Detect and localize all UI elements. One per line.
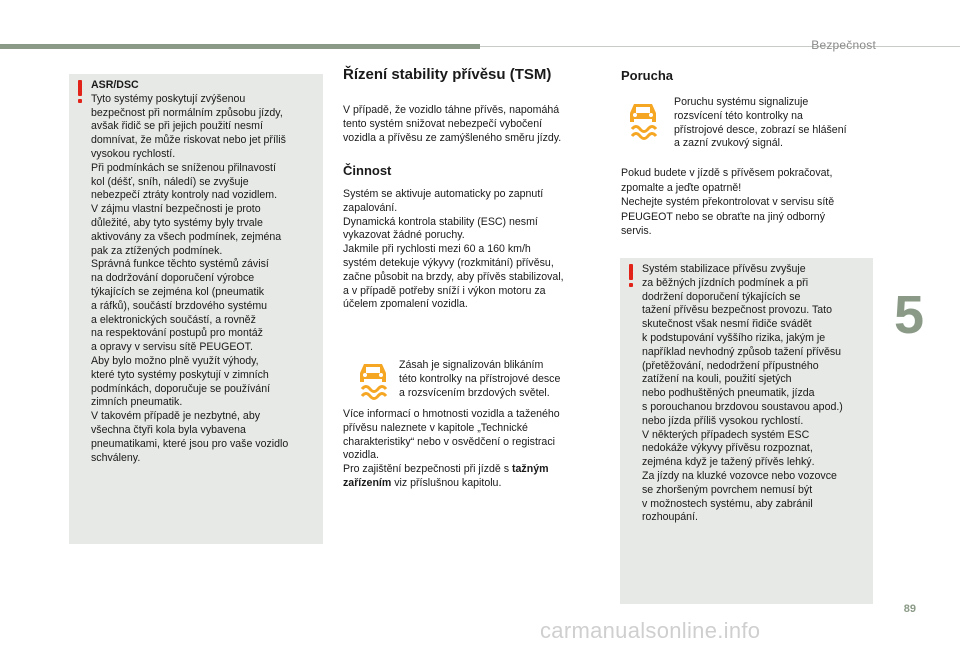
trailer-stability-warning-icon <box>353 360 393 400</box>
trailer-stability-fault-icon <box>623 100 663 140</box>
safety-bold-term: tažným zařízením <box>343 463 549 489</box>
safety-prefix: Pro zajištění bezpečnosti při jízdě s <box>343 463 512 476</box>
operation-text: Systém se aktivuje automaticky po zapnutí zapalování. Dynamická kontrola stability (ESC) nesmí vykazovat žádné poruchy. Jakmile při rychlosti mezi 60 a 160 km/h systém detekuje výkyvy (rozkmitání) přívěsu, začne působit na brzdy, aby přívěs stabilizoval, a v případě potřeby sníží i výkon motoru za účelem zpomalení vozidla. <box>343 188 564 311</box>
subheading-operation: Činnost <box>343 163 392 178</box>
more-info-body: Více informací o hmotnosti vozidla a taženého přívěsu naleznete v kapitole „Technické charakteristiky“ nebo v osvědčení o registraci vozidla. <box>343 408 560 462</box>
indicator-text: Zásah je signalizován blikáním této kontrolky na přístrojové desce a rozsvícením brzdových světel. <box>399 359 561 399</box>
section-heading-tsm: Řízení stability přívěsu (TSM) <box>343 66 552 83</box>
exclamation-warning-icon <box>75 80 85 104</box>
exclamation-warning-icon <box>626 264 636 288</box>
more-info-text <box>343 408 605 491</box>
warning-body: Tyto systémy poskytují zvýšenou bezpečnost při normálním způsobu jízdy, avšak řidič se při jejich použití nesmí domnívat, že může riskovat nebo jet příliš vysokou rychlostí. Při podmínkách se sníženou přilnavostí kol (déšť, sníh, náledí) se zvyšuje nebezpečí ztráty kontroly nad vozidlem. V zájmu vlastní bezpečnosti je proto důležité, aby tyto systémy byly trvale aktivovány za všech podmínek, zejména pak za ztížených podmínek. Správná funkce těchto systémů závisí na dodržování doporučení výrobce týkajících se zejména kol (pneumatik a ráfků), součástí brzdového systému a elektronických součástí, a rovněž na respektování postupů pro montáž a opravy v servisu sítě PEUGEOT. Aby bylo možno plně využít výhody, které tyto systémy poskytují v zimních podmínkách, doporučuje se používání zimních pneumatik. V takovém případě je nezbytné, aby všechna čtyři kola byla vybavena pneumatikami, které jsou pro vaše vozidlo schváleny. <box>91 92 289 464</box>
warning-box-trailer-stability-text: Systém stabilizace přívěsu zvyšuje za běžných jízdních podmínek a při dodržení doporučení týkajících se tažení přívěsu bezpečnost provozu. Tato skutečnost však nesmí řidiče svádět k podstupování vyššího rizika, jakým je například nevhodný způsob tažení přívěsu (přetěžování, nedodržení přípustného zatížení na kouli, použití sjetých nebo podhuštěných pneumatik, jízda s porouchanou brzdovou soustavou apod.) nebo jízda příliš vysokou rychlostí. V některých případech systém ESC nedokáže výkyvy přívěsu rozpoznat, zejména když je tažený přívěs lehký. Za jízdy na kluzké vozovce nebo vozovce se zhoršeným povrchem nemusí být v možnostech systému, aby zabránil rozhoupání. <box>642 263 843 524</box>
header-rule <box>480 46 960 47</box>
watermark: carmanualsonline.info <box>540 618 761 643</box>
warning-heading: ASR/DSC <box>91 79 139 91</box>
tsm-intro: V případě, že vozidlo táhne přívěs, napomáhá tento systém snižovat nebezpečí vybočení vozidla a přívěsu ze zamýšleného směru jízdy. <box>343 104 562 144</box>
subheading-fault: Porucha <box>621 68 674 83</box>
fault-text: Pokud budete v jízdě s přívěsem pokračovat, zpomalte a jeďte opatrně! Nechejte systém překontrolovat v servisu sítě PEUGEOT nebo se obraťte na jiný odborný servis. <box>621 167 835 238</box>
warning-box-asr-dsc-text <box>91 79 321 465</box>
chapter-number: 5 <box>894 285 925 345</box>
fault-indicator-text: Poruchu systému signalizuje rozsvícení této kontrolky na přístrojové desce, zobrazí se hlášení a zazní zvukový signál. <box>674 96 847 150</box>
page-number: 89 <box>903 603 916 615</box>
header-accent-bar <box>0 44 480 49</box>
safety-suffix: viz příslušnou kapitolu. <box>391 476 502 489</box>
section-title: Bezpečnost <box>811 38 876 52</box>
